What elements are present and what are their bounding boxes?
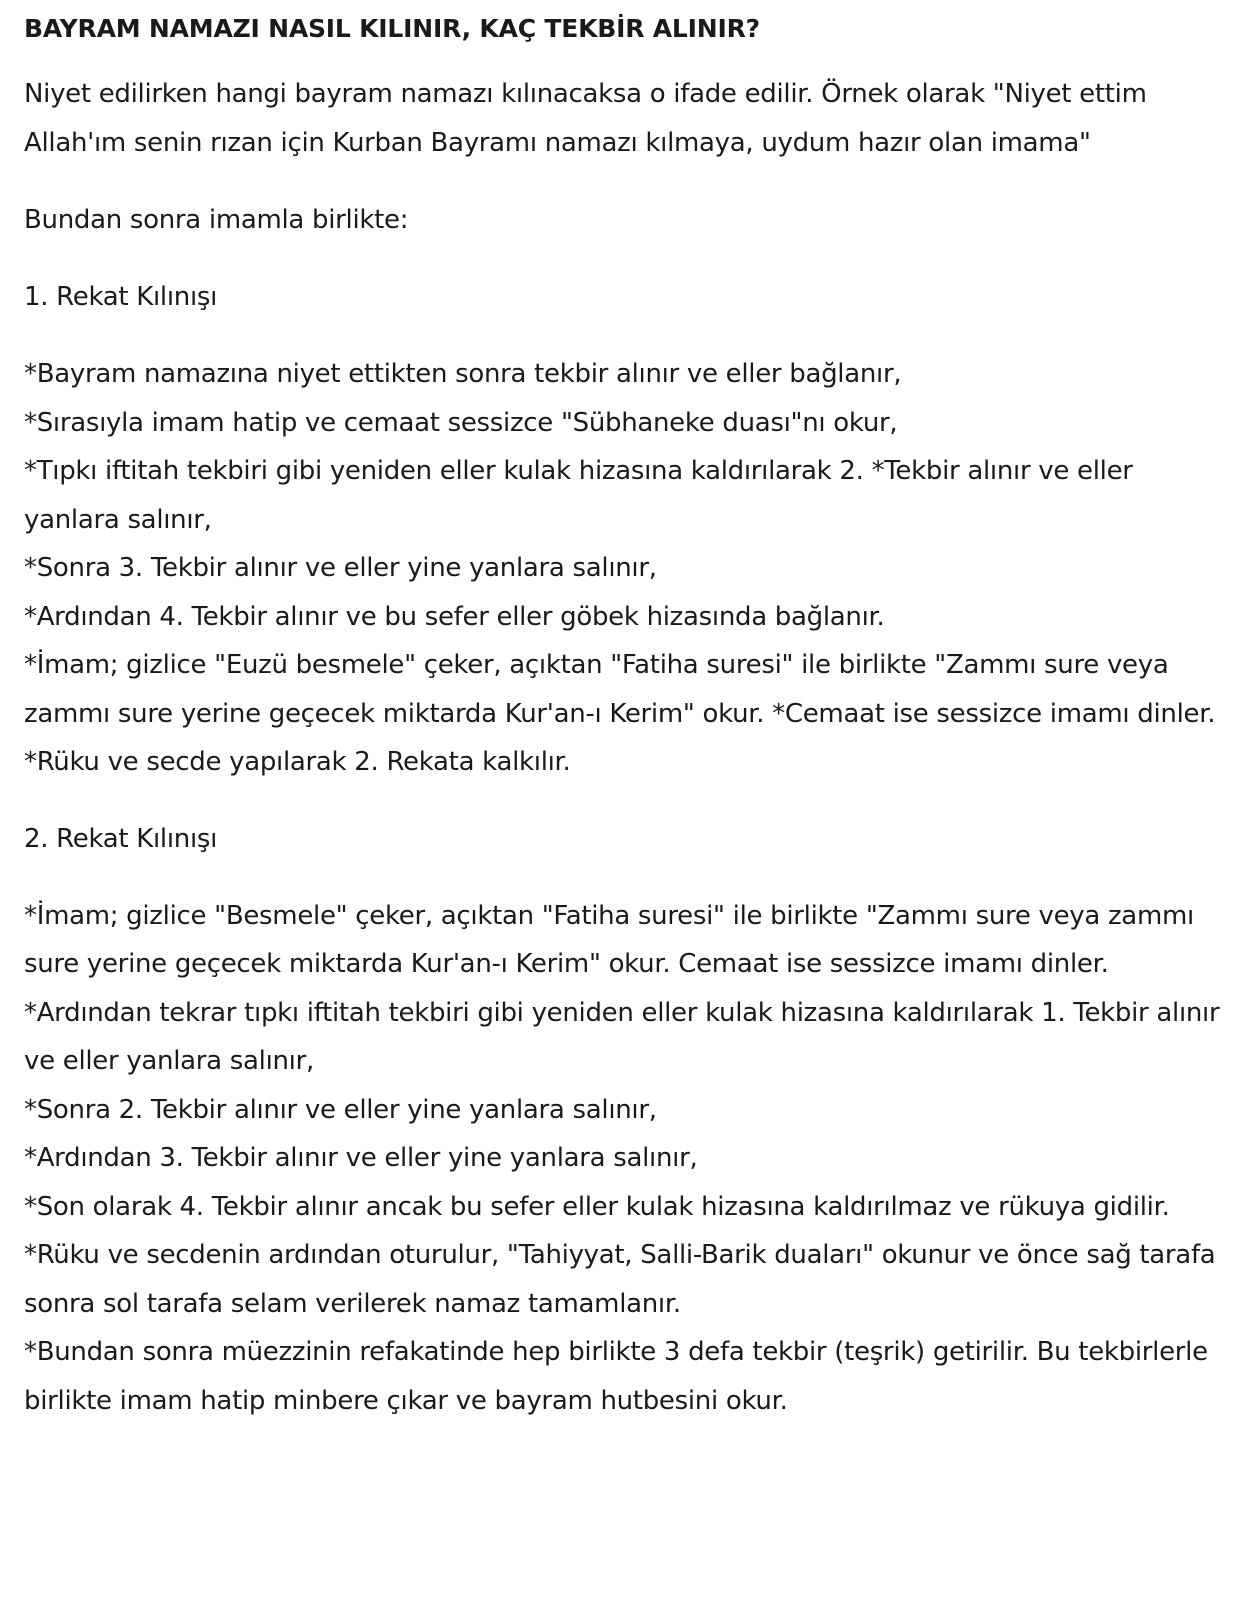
rekat1-step: *Bayram namazına niyet ettikten sonra tekbir alınır ve eller bağlanır, [24, 359, 902, 389]
rekat1-step: *Tıpkı iftitah tekbiri gibi yeniden eller kulak hizasına kaldırılarak 2. *Tekbir alınır ve eller yanlara salınır, [24, 456, 1133, 535]
article-title: BAYRAM NAMAZI NASIL KILINIR, KAÇ TEKBİR ALINIR? [24, 14, 760, 43]
rekat1-step: *İmam; gizlice "Euzü besmele" çeker, açıktan "Fatiha suresi" ile birlikte "Zammı sure veya zammı sure yerine geçecek miktarda Kur'an-ı Kerim" okur. *Cemaat ise sessizce imamı dinler. [24, 650, 1216, 729]
rekat2-steps [24, 892, 1230, 1426]
rekat1-step: *Sonra 3. Tekbir alınır ve eller yine yanlara salınır, [24, 553, 657, 583]
rekat1-steps [24, 350, 1230, 787]
intro-paragraph: Niyet edilirken hangi bayram namazı kılınacaksa o ifade edilir. Örnek olarak "Niyet ettim Allah'ım senin rızan için Kurban Bayramı namazı kılmaya, uydum hazır olan imama" [24, 79, 1147, 158]
rekat2-heading: 2. Rekat Kılınışı [24, 823, 218, 854]
rekat2-step: *Sonra 2. Tekbir alınır ve eller yine yanlara salınır, [24, 1094, 657, 1125]
rekat2-step: *Ardından 3. Tekbir alınır ve eller yine yanlara salınır, [24, 1143, 698, 1173]
article [24, 12, 1230, 1425]
rekat2-step: *İmam; gizlice "Besmele" çeker, açıktan "Fatiha suresi" ile birlikte "Zammı sure veya zammı sure yerine geçecek miktarda Kur'an-ı Kerim" okur. Cemaat ise sessizce imamı dinler. [24, 900, 1194, 979]
rekat1-step: *Ardından 4. Tekbir alınır ve bu sefer eller göbek hizasında bağlanır. [24, 601, 885, 632]
rekat1-heading: 1. Rekat Kılınışı [24, 282, 218, 312]
rekat2-step: *Rüku ve secdenin ardından oturulur, "Tahiyyat, Salli-Barik duaları" okunur ve önce sağ tarafa sonra sol tarafa selam verilerek namaz tamamlanır. [24, 1240, 1216, 1319]
rekat2-step: *Bundan sonra müezzinin refakatinde hep birlikte 3 defa tekbir (teşrik) getirilir. Bu tekbirlerle birlikte imam hatip minbere çıkar ve bayram hutbesini okur. [24, 1337, 1208, 1416]
lead-paragraph: Bundan sonra imamla birlikte: [24, 205, 409, 235]
rekat1-step: *Sırasıyla imam hatip ve cemaat sessizce "Sübhaneke duası"nı okur, [24, 407, 898, 438]
rekat2-step: *Ardından tekrar tıpkı iftitah tekbiri gibi yeniden eller kulak hizasına kaldırılarak 1. Tekbir alınır ve eller yanlara salınır, [24, 997, 1220, 1076]
rekat2-step: *Son olarak 4. Tekbir alınır ancak bu sefer eller kulak hizasına kaldırılmaz ve rükuya gidilir. [24, 1191, 1170, 1222]
rekat1-step: *Rüku ve secde yapılarak 2. Rekata kalkılır. [24, 747, 571, 777]
